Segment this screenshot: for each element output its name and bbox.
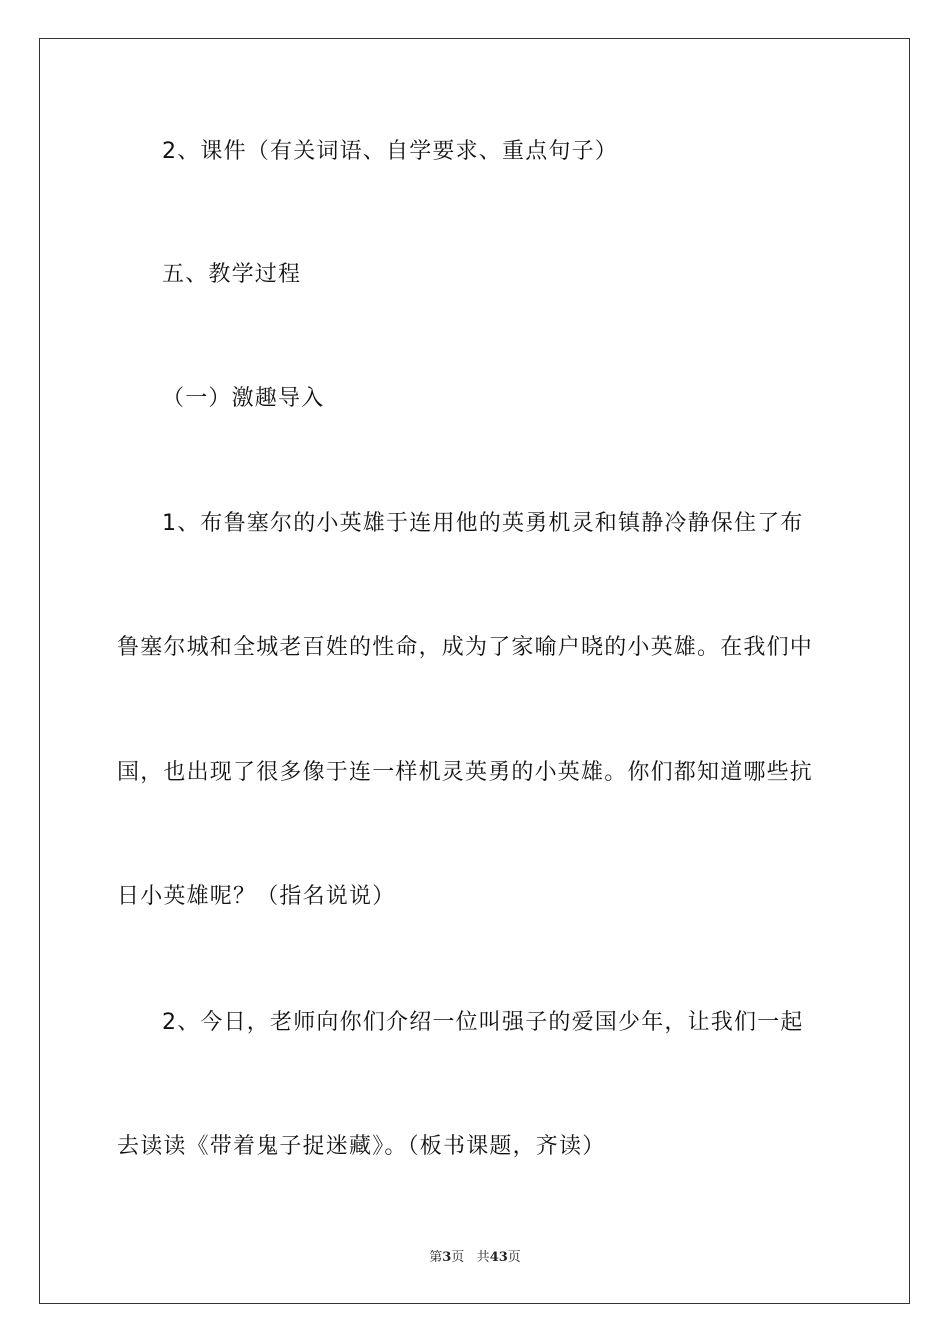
page-footer	[0, 1246, 950, 1265]
paragraph-1-line-3: 国，也出现了很多像于连一样机灵英勇的小英雄。你们都知道哪些抗	[117, 760, 814, 785]
paragraph-1-line-4: 日小英雄呢？（指名说说）	[117, 884, 396, 909]
materials-item-2: 2、课件（有关词语、自学要求、重点句子）	[162, 139, 618, 164]
paragraph-1-line-2: 鲁塞尔城和全城老百姓的性命，成为了家喻户晓的小英雄。在我们中	[117, 635, 814, 660]
paragraph-2-line-2: 去读读《带着鬼子捉迷藏》。（板书课题，齐读）	[117, 1134, 606, 1159]
section-heading-teaching-process: 五、教学过程	[162, 262, 302, 287]
footer-page-prefix: 第	[429, 1250, 443, 1265]
footer-page-suffix: 页	[451, 1250, 465, 1265]
paragraph-2-line-1: 2、今日，老师向你们介绍一位叫强子的爱国少年，让我们一起	[162, 1010, 804, 1035]
footer-page-current: 3	[442, 1250, 452, 1265]
footer-page-total: 43	[489, 1250, 508, 1265]
footer-total-suffix: 页	[507, 1250, 521, 1265]
page-border	[39, 38, 910, 1304]
subsection-heading-intro: （一）激趣导入	[162, 386, 325, 411]
footer-total-prefix: 共	[476, 1250, 490, 1265]
paragraph-1-line-1: 1、布鲁塞尔的小英雄于连用他的英勇机灵和镇静冷静保住了布	[162, 511, 804, 536]
